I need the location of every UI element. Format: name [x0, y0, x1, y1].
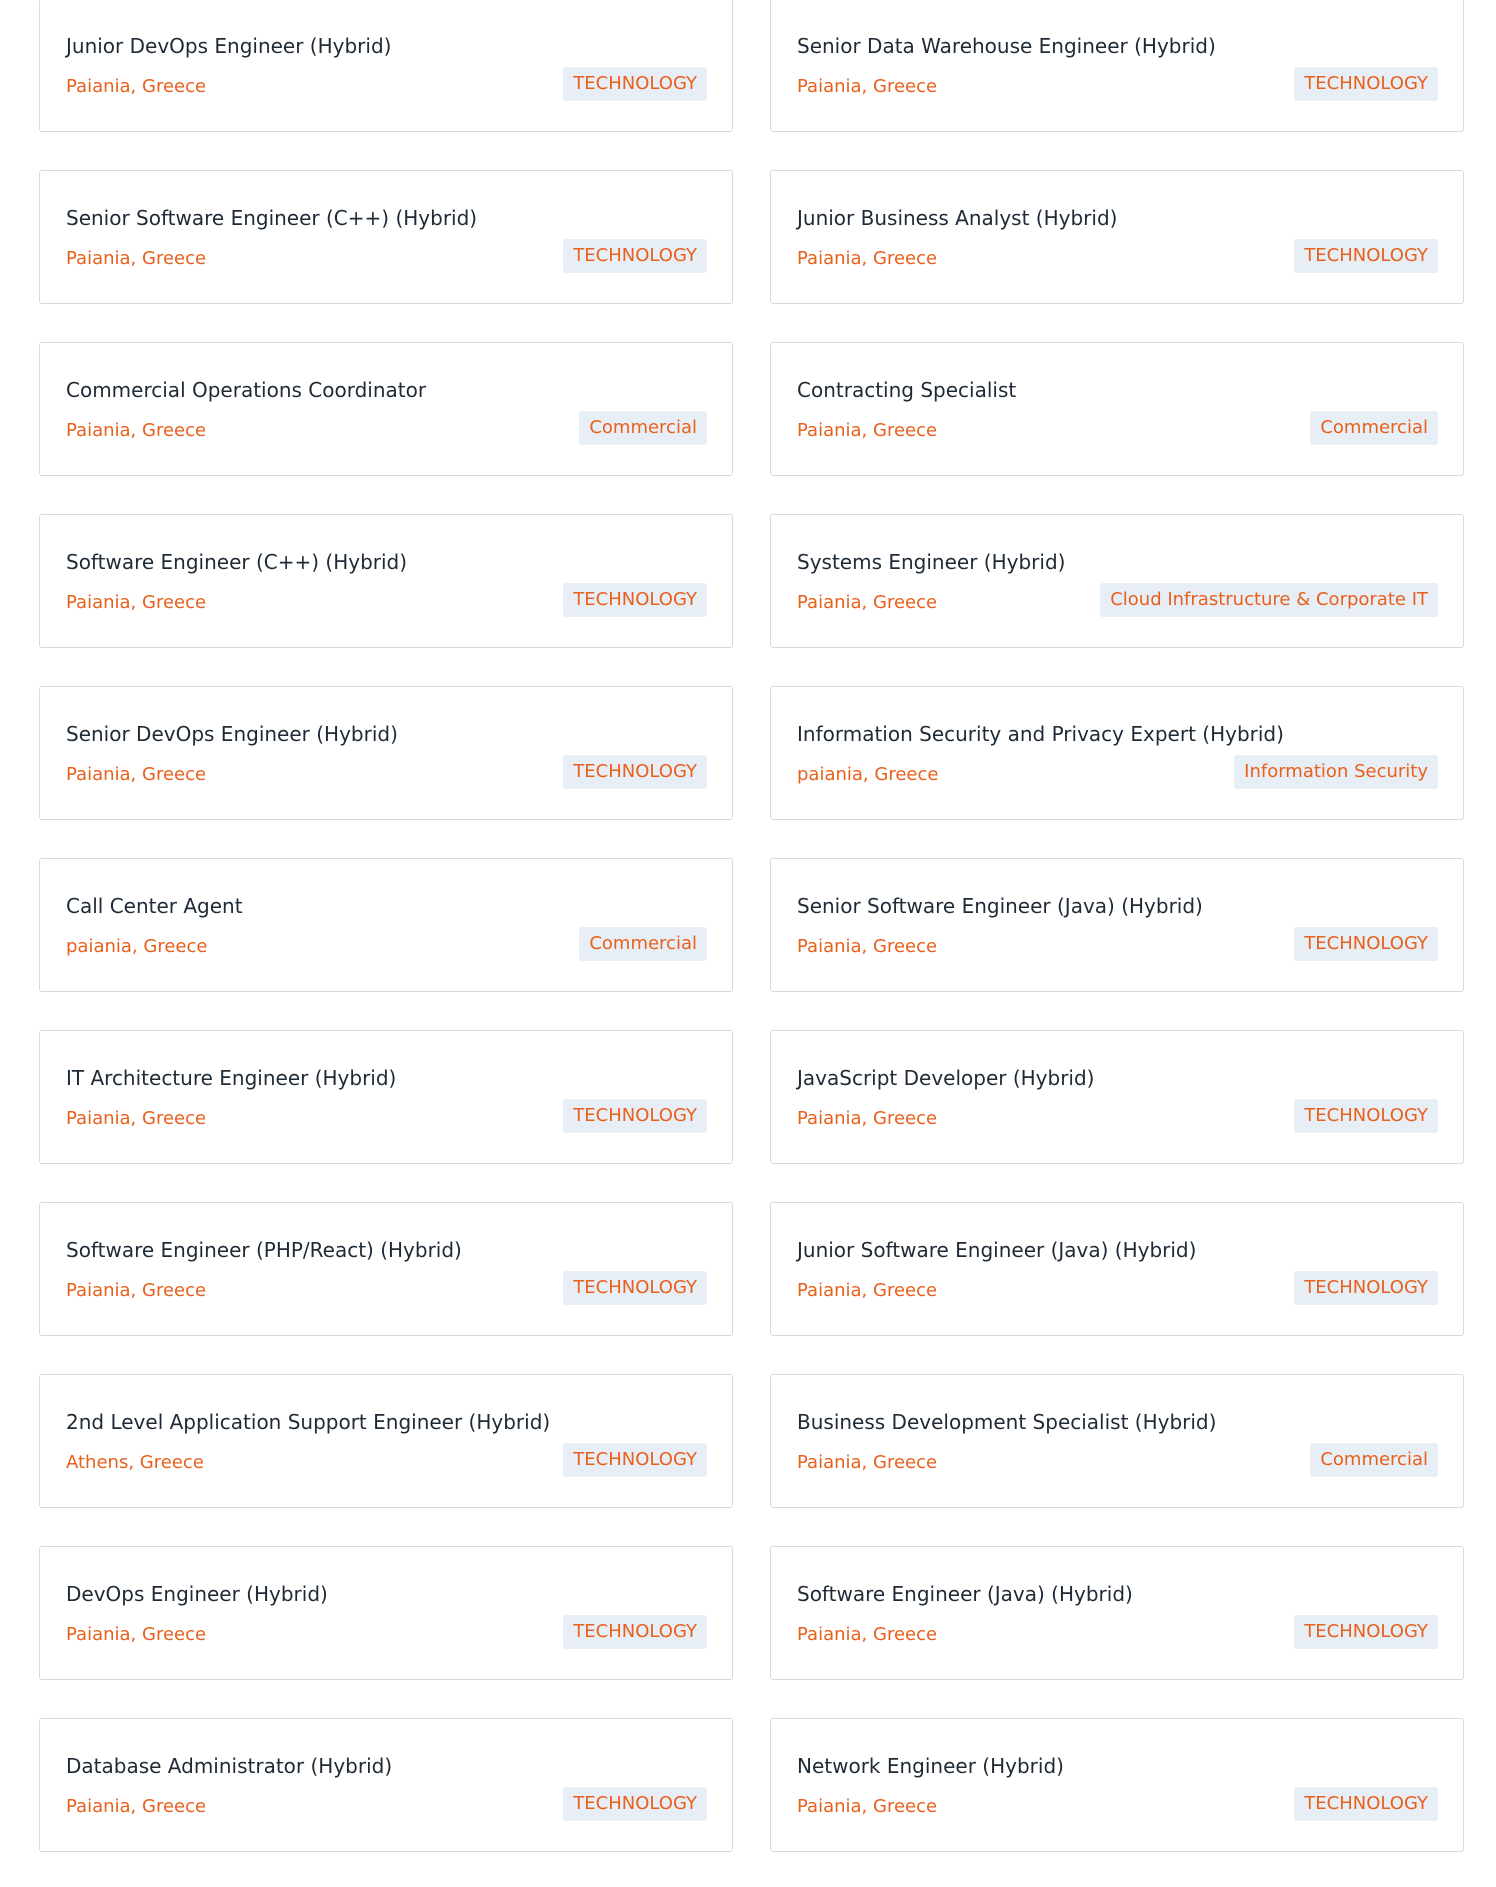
job-location: Paiania, Greece: [797, 936, 938, 957]
job-location: Paiania, Greece: [66, 76, 207, 97]
job-category-tag: TECHNOLOGY: [563, 67, 707, 101]
job-card[interactable]: [39, 1374, 733, 1508]
job-title-link[interactable]: Senior Data Warehouse Engineer (Hybrid): [797, 34, 1216, 58]
job-location: Paiania, Greece: [66, 1108, 207, 1129]
job-category-tag: TECHNOLOGY: [563, 1787, 707, 1821]
job-title-link[interactable]: Software Engineer (C++) (Hybrid): [66, 550, 408, 574]
job-title-link[interactable]: Software Engineer (PHP/React) (Hybrid): [66, 1238, 462, 1262]
job-category-tag: Cloud Infrastructure & Corporate IT: [1100, 583, 1438, 617]
job-title-link[interactable]: Senior DevOps Engineer (Hybrid): [66, 722, 398, 746]
job-location: Paiania, Greece: [797, 248, 938, 269]
job-category-tag: TECHNOLOGY: [563, 1271, 707, 1305]
job-category-tag: TECHNOLOGY: [563, 583, 707, 617]
job-title-link[interactable]: Systems Engineer (Hybrid): [797, 550, 1066, 574]
job-category-tag: TECHNOLOGY: [1294, 239, 1438, 273]
job-title-link[interactable]: 2nd Level Application Support Engineer (Hybrid): [66, 1410, 551, 1434]
job-card[interactable]: [39, 686, 733, 820]
job-title-link[interactable]: Junior Software Engineer (Java) (Hybrid): [797, 1238, 1197, 1262]
job-card[interactable]: [39, 858, 733, 992]
job-category-tag: Commercial: [579, 927, 707, 961]
job-card[interactable]: [770, 686, 1464, 820]
job-location: Paiania, Greece: [66, 1280, 207, 1301]
job-card[interactable]: [770, 1718, 1464, 1852]
job-title-link[interactable]: DevOps Engineer (Hybrid): [66, 1582, 328, 1606]
job-category-tag: TECHNOLOGY: [563, 1615, 707, 1649]
job-title-link[interactable]: Commercial Operations Coordinator: [66, 378, 427, 402]
job-title-link[interactable]: Database Administrator (Hybrid): [66, 1754, 393, 1778]
job-title-link[interactable]: Information Security and Privacy Expert (Hybrid): [797, 722, 1284, 746]
job-location: Paiania, Greece: [797, 76, 938, 97]
job-title-link[interactable]: Network Engineer (Hybrid): [797, 1754, 1064, 1778]
job-category-tag: Commercial: [1310, 411, 1438, 445]
job-card[interactable]: [39, 1718, 733, 1852]
job-category-tag: Commercial: [1310, 1443, 1438, 1477]
job-category-tag: TECHNOLOGY: [1294, 927, 1438, 961]
job-card[interactable]: [39, 0, 733, 132]
job-location: Paiania, Greece: [66, 1796, 207, 1817]
job-location: Paiania, Greece: [797, 1280, 938, 1301]
job-title-link[interactable]: Call Center Agent: [66, 894, 243, 918]
job-card[interactable]: [770, 1202, 1464, 1336]
job-category-tag: TECHNOLOGY: [563, 755, 707, 789]
job-location: Paiania, Greece: [66, 1624, 207, 1645]
job-location: Paiania, Greece: [797, 592, 938, 613]
job-location: Paiania, Greece: [66, 592, 207, 613]
job-card[interactable]: [770, 170, 1464, 304]
job-title-link[interactable]: Senior Software Engineer (Java) (Hybrid): [797, 894, 1203, 918]
job-location: Paiania, Greece: [66, 764, 207, 785]
job-card[interactable]: [39, 170, 733, 304]
job-category-tag: TECHNOLOGY: [563, 1443, 707, 1477]
job-location: Paiania, Greece: [797, 1108, 938, 1129]
job-location: Paiania, Greece: [797, 1452, 938, 1473]
job-card[interactable]: [770, 0, 1464, 132]
job-card[interactable]: [770, 514, 1464, 648]
job-title-link[interactable]: JavaScript Developer (Hybrid): [797, 1066, 1095, 1090]
job-card[interactable]: [770, 1374, 1464, 1508]
job-location: Paiania, Greece: [66, 420, 207, 441]
job-category-tag: TECHNOLOGY: [1294, 67, 1438, 101]
job-category-tag: TECHNOLOGY: [1294, 1787, 1438, 1821]
job-card[interactable]: [770, 1030, 1464, 1164]
job-location: paiania, Greece: [66, 936, 208, 957]
job-card[interactable]: [39, 1546, 733, 1680]
job-title-link[interactable]: Junior Business Analyst (Hybrid): [797, 206, 1118, 230]
job-card[interactable]: [39, 1030, 733, 1164]
job-category-tag: TECHNOLOGY: [563, 239, 707, 273]
job-category-tag: TECHNOLOGY: [1294, 1615, 1438, 1649]
job-title-link[interactable]: Junior DevOps Engineer (Hybrid): [66, 34, 392, 58]
job-location: Paiania, Greece: [66, 248, 207, 269]
job-location: Paiania, Greece: [797, 1796, 938, 1817]
job-category-tag: TECHNOLOGY: [1294, 1099, 1438, 1133]
job-card[interactable]: [39, 342, 733, 476]
job-card[interactable]: [770, 342, 1464, 476]
job-category-tag: Commercial: [579, 411, 707, 445]
job-location: paiania, Greece: [797, 764, 939, 785]
job-card[interactable]: [770, 1546, 1464, 1680]
job-title-link[interactable]: Contracting Specialist: [797, 378, 1017, 402]
job-location: Paiania, Greece: [797, 1624, 938, 1645]
job-location: Paiania, Greece: [797, 420, 938, 441]
job-title-link[interactable]: Business Development Specialist (Hybrid): [797, 1410, 1217, 1434]
job-category-tag: TECHNOLOGY: [1294, 1271, 1438, 1305]
job-card[interactable]: [39, 1202, 733, 1336]
job-category-tag: TECHNOLOGY: [563, 1099, 707, 1133]
job-title-link[interactable]: Senior Software Engineer (C++) (Hybrid): [66, 206, 478, 230]
job-category-tag: Information Security: [1234, 755, 1438, 789]
job-card[interactable]: [770, 858, 1464, 992]
job-card[interactable]: [39, 514, 733, 648]
job-title-link[interactable]: Software Engineer (Java) (Hybrid): [797, 1582, 1133, 1606]
job-location: Athens, Greece: [66, 1452, 204, 1473]
job-title-link[interactable]: IT Architecture Engineer (Hybrid): [66, 1066, 397, 1090]
